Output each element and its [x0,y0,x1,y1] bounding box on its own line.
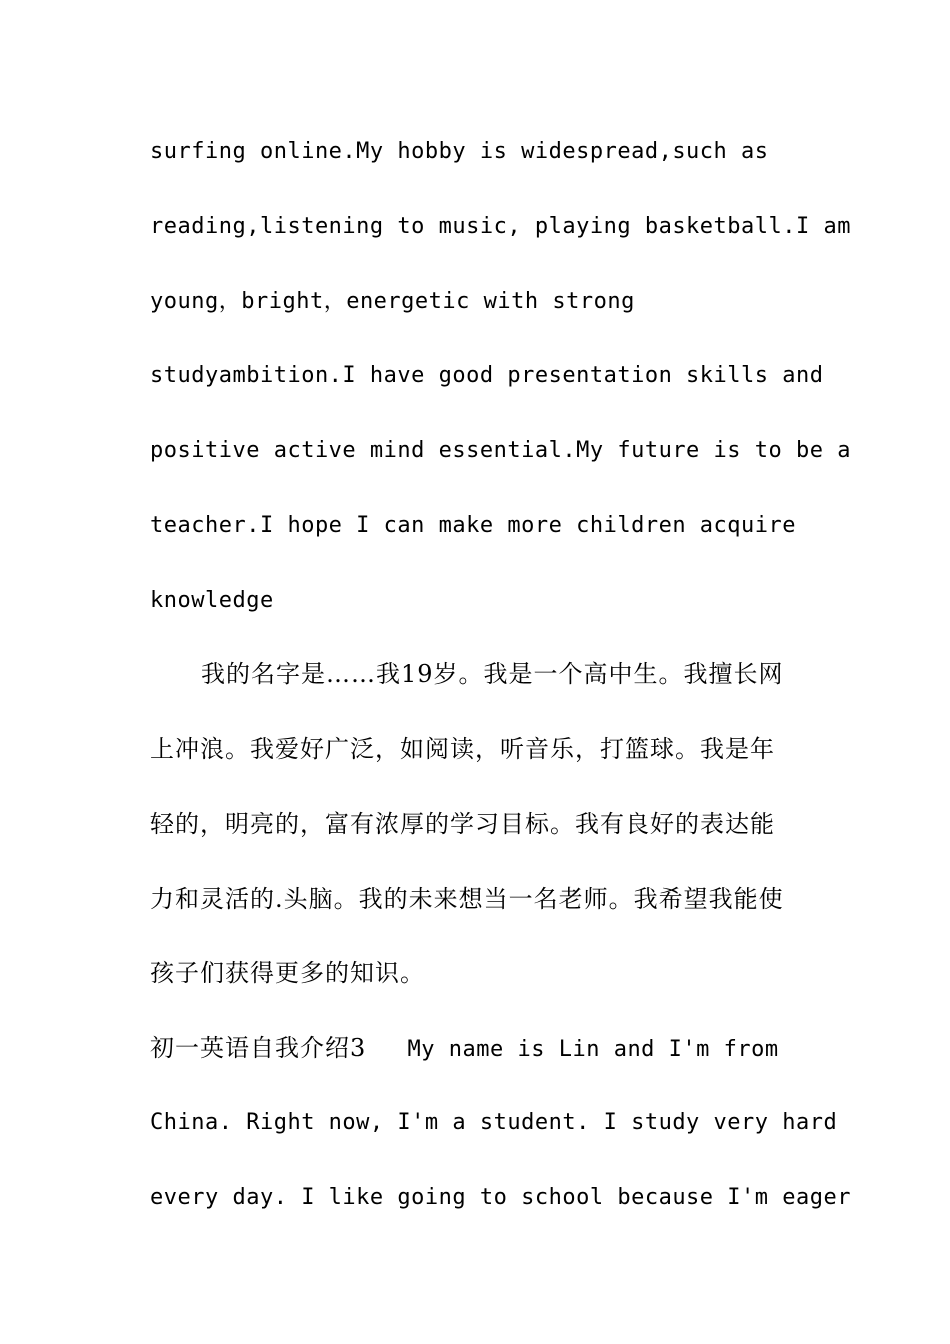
text-line: positive active mind essential.My future is to be a [150,438,852,463]
section-3-first-line [150,1034,779,1064]
text-line: young，bright，energetic with strong [150,289,635,314]
text-line: knowledge [150,588,274,613]
chinese-text-line: 我的名字是……我19岁。我是一个高中生。我擅长网 [201,660,784,688]
chinese-text-line: 孩子们获得更多的知识。 [150,959,425,987]
text-line: surfing online.My hobby is widespread,such as [150,139,769,164]
text-line: China. Right now, I'm a student. I study very hard [150,1110,838,1135]
chinese-text-line: 力和灵活的.头脑。我的未来想当一名老师。我希望我能使 [150,885,784,913]
chinese-text-line: 上冲浪。我爱好广泛，如阅读，听音乐，打篮球。我是年 [150,735,775,763]
text-line: reading,listening to music, playing basketball.I am [150,214,852,239]
chinese-text-line: 轻的，明亮的，富有浓厚的学习目标。我有良好的表达能 [150,810,775,838]
text-line: teacher.I hope I can make more children acquire [150,513,797,538]
text-line: studyambition.I have good presentation skills and [150,363,824,388]
section-3-heading: 初一英语自我介绍3 [150,1034,367,1062]
text-line: My name is Lin and I'm from [366,1037,779,1062]
text-line: every day. I like going to school because I'm eager [150,1185,852,1210]
